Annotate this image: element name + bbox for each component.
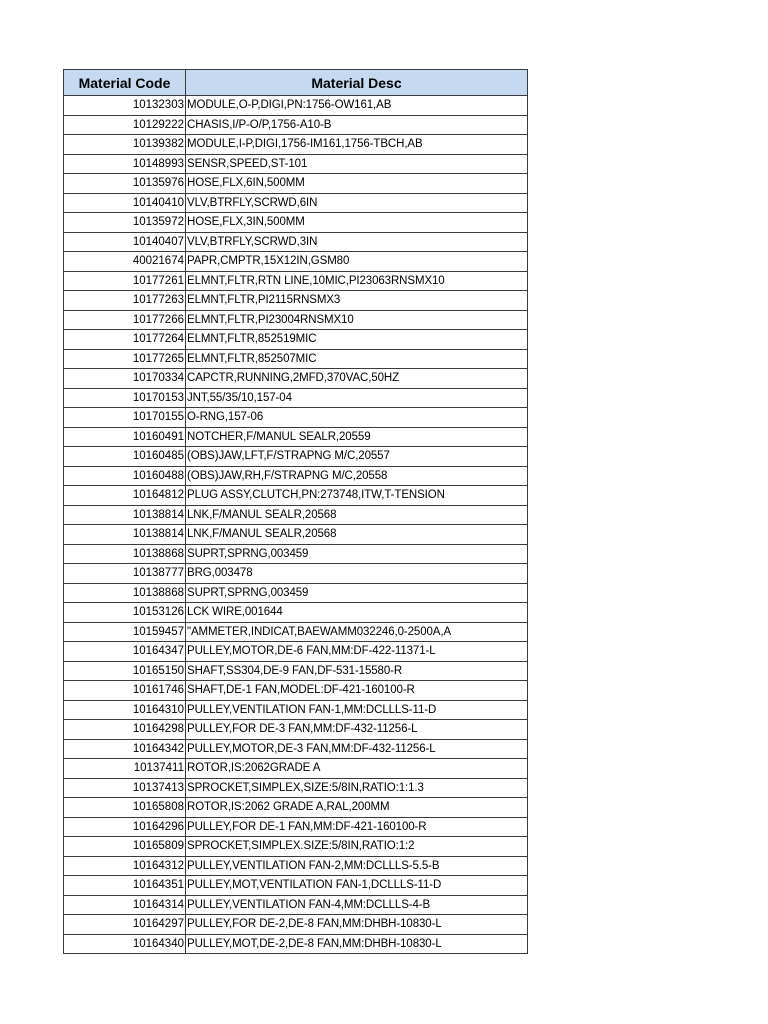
table-row bbox=[64, 271, 528, 291]
material-desc-cell[interactable]: PLUG ASSY,CLUTCH,PN:273748,ITW,T-TENSION bbox=[186, 486, 528, 506]
material-code-cell[interactable]: 10160491 bbox=[64, 427, 186, 447]
material-code-cell[interactable]: 10139382 bbox=[64, 135, 186, 155]
material-code-cell[interactable]: 10140407 bbox=[64, 232, 186, 252]
material-code-cell[interactable]: 10164297 bbox=[64, 915, 186, 935]
material-desc-cell[interactable]: BRG,003478 bbox=[186, 564, 528, 584]
table-row bbox=[64, 232, 528, 252]
material-desc-cell[interactable]: PULLEY,MOT,VENTILATION FAN-1,DCLLLS-11-D bbox=[186, 876, 528, 896]
table-row bbox=[64, 915, 528, 935]
table-row bbox=[64, 564, 528, 584]
material-desc-cell[interactable]: (OBS)JAW,LFT,F/STRAPNG M/C,20557 bbox=[186, 447, 528, 467]
material-desc-cell[interactable]: PULLEY,VENTILATION FAN-4,MM:DCLLLS-4-B bbox=[186, 895, 528, 915]
material-code-cell[interactable]: 10135976 bbox=[64, 174, 186, 194]
material-table bbox=[63, 69, 528, 954]
material-desc-cell[interactable]: CAPCTR,RUNNING,2MFD,370VAC,50HZ bbox=[186, 369, 528, 389]
material-code-cell[interactable]: 10170155 bbox=[64, 408, 186, 428]
material-desc-cell[interactable]: PULLEY,FOR DE-2,DE-8 FAN,MM:DHBH-10830-L bbox=[186, 915, 528, 935]
table-row bbox=[64, 486, 528, 506]
material-desc-cell[interactable]: PULLEY,MOT,DE-2,DE-8 FAN,MM:DHBH-10830-L bbox=[186, 934, 528, 954]
material-desc-cell[interactable]: LNK,F/MANUL SEALR,20568 bbox=[186, 525, 528, 545]
material-desc-cell[interactable]: HOSE,FLX,3IN,500MM bbox=[186, 213, 528, 233]
table-row bbox=[64, 174, 528, 194]
material-desc-cell[interactable]: ELMNT,FLTR,852519MIC bbox=[186, 330, 528, 350]
material-desc-cell[interactable]: ELMNT,FLTR,PI23004RNSMX10 bbox=[186, 310, 528, 330]
material-code-cell[interactable]: 10177264 bbox=[64, 330, 186, 350]
material-desc-cell[interactable]: SUPRT,SPRNG,003459 bbox=[186, 583, 528, 603]
material-code-cell[interactable]: 10140410 bbox=[64, 193, 186, 213]
material-desc-cell[interactable]: ELMNT,FLTR,852507MIC bbox=[186, 349, 528, 369]
material-code-cell[interactable]: 10164296 bbox=[64, 817, 186, 837]
material-desc-cell[interactable]: SUPRT,SPRNG,003459 bbox=[186, 544, 528, 564]
table-row bbox=[64, 447, 528, 467]
table-row bbox=[64, 115, 528, 135]
material-desc-cell[interactable]: SHAFT,DE-1 FAN,MODEL:DF-421-160100-R bbox=[186, 681, 528, 701]
table-row bbox=[64, 135, 528, 155]
material-code-cell[interactable]: 10161746 bbox=[64, 681, 186, 701]
material-code-cell[interactable]: 10137413 bbox=[64, 778, 186, 798]
material-desc-cell[interactable]: O-RNG,157-06 bbox=[186, 408, 528, 428]
material-desc-cell[interactable]: MODULE,I-P,DIGI,1756-IM161,1756-TBCH,AB bbox=[186, 135, 528, 155]
material-code-cell[interactable]: 10164310 bbox=[64, 700, 186, 720]
table-row bbox=[64, 603, 528, 623]
material-desc-cell[interactable]: PULLEY,VENTILATION FAN-2,MM:DCLLLS-5.5-B bbox=[186, 856, 528, 876]
material-code-cell[interactable]: 10138868 bbox=[64, 583, 186, 603]
table-row bbox=[64, 895, 528, 915]
material-code-cell[interactable]: 10153126 bbox=[64, 603, 186, 623]
material-code-cell[interactable]: 10129222 bbox=[64, 115, 186, 135]
table-row bbox=[64, 798, 528, 818]
material-desc-cell[interactable]: ELMNT,FLTR,RTN LINE,10MIC,PI23063RNSMX10 bbox=[186, 271, 528, 291]
table-row bbox=[64, 369, 528, 389]
material-code-cell[interactable]: 10138868 bbox=[64, 544, 186, 564]
material-code-cell[interactable]: 10164298 bbox=[64, 720, 186, 740]
table-row bbox=[64, 837, 528, 857]
material-code-cell[interactable]: 10164312 bbox=[64, 856, 186, 876]
table-row bbox=[64, 154, 528, 174]
table-row bbox=[64, 759, 528, 779]
table-row bbox=[64, 642, 528, 662]
material-code-cell[interactable]: 10165150 bbox=[64, 661, 186, 681]
table-row bbox=[64, 720, 528, 740]
material-desc-cell[interactable]: PULLEY,MOTOR,DE-3 FAN,MM:DF-432-11256-L bbox=[186, 739, 528, 759]
material-code-cell[interactable]: 10170334 bbox=[64, 369, 186, 389]
material-code-cell[interactable]: 10177265 bbox=[64, 349, 186, 369]
table-row bbox=[64, 876, 528, 896]
material-desc-cell[interactable]: "AMMETER,INDICAT,BAEWAMM032246,0-2500A,A bbox=[186, 622, 528, 642]
table-row bbox=[64, 934, 528, 954]
material-code-cell[interactable]: 10164347 bbox=[64, 642, 186, 662]
table-row bbox=[64, 505, 528, 525]
material-code-cell[interactable]: 10138814 bbox=[64, 505, 186, 525]
material-code-cell[interactable]: 10170153 bbox=[64, 388, 186, 408]
header-material-code[interactable]: Material Code bbox=[64, 70, 186, 96]
table-row bbox=[64, 427, 528, 447]
material-desc-cell[interactable]: NOTCHER,F/MANUL SEALR,20559 bbox=[186, 427, 528, 447]
material-desc-cell[interactable]: PULLEY,VENTILATION FAN-1,MM:DCLLLS-11-D bbox=[186, 700, 528, 720]
material-desc-cell[interactable]: ROTOR,IS:2062GRADE A bbox=[186, 759, 528, 779]
material-code-cell[interactable]: 10135972 bbox=[64, 213, 186, 233]
material-desc-cell[interactable]: VLV,BTRFLY,SCRWD,3IN bbox=[186, 232, 528, 252]
material-code-cell[interactable]: 10148993 bbox=[64, 154, 186, 174]
table-row bbox=[64, 291, 528, 311]
material-desc-cell[interactable]: LCK WIRE,001644 bbox=[186, 603, 528, 623]
material-desc-cell[interactable]: HOSE,FLX,6IN,500MM bbox=[186, 174, 528, 194]
table-row bbox=[64, 661, 528, 681]
table-row bbox=[64, 252, 528, 272]
material-code-cell[interactable]: 40021674 bbox=[64, 252, 186, 272]
material-desc-cell[interactable]: JNT,55/35/10,157-04 bbox=[186, 388, 528, 408]
material-code-cell[interactable]: 10164351 bbox=[64, 876, 186, 896]
table-row bbox=[64, 739, 528, 759]
material-code-cell[interactable]: 10177263 bbox=[64, 291, 186, 311]
material-code-cell[interactable]: 10137411 bbox=[64, 759, 186, 779]
material-desc-cell[interactable]: PULLEY,MOTOR,DE-6 FAN,MM:DF-422-11371-L bbox=[186, 642, 528, 662]
table-row bbox=[64, 681, 528, 701]
material-code-cell[interactable]: 10138777 bbox=[64, 564, 186, 584]
table-row bbox=[64, 330, 528, 350]
material-code-cell[interactable]: 10160488 bbox=[64, 466, 186, 486]
material-code-cell[interactable]: 10164314 bbox=[64, 895, 186, 915]
table-row bbox=[64, 544, 528, 564]
header-material-desc[interactable]: Material Desc bbox=[186, 70, 528, 96]
table-row bbox=[64, 700, 528, 720]
table-row bbox=[64, 213, 528, 233]
material-code-cell[interactable]: 10159457 bbox=[64, 622, 186, 642]
material-desc-cell[interactable]: MODULE,O-P,DIGI,PN:1756-OW161,AB bbox=[186, 96, 528, 116]
header-row bbox=[64, 70, 528, 96]
table-row bbox=[64, 856, 528, 876]
material-desc-cell[interactable]: VLV,BTRFLY,SCRWD,6IN bbox=[186, 193, 528, 213]
material-code-cell[interactable]: 10165809 bbox=[64, 837, 186, 857]
material-desc-cell[interactable]: SPROCKET,SIMPLEX,SIZE:5/8IN,RATIO:1:1.3 bbox=[186, 778, 528, 798]
material-desc-cell[interactable]: PULLEY,FOR DE-3 FAN,MM:DF-432-11256-L bbox=[186, 720, 528, 740]
material-code-cell[interactable]: 10132303 bbox=[64, 96, 186, 116]
table-row bbox=[64, 96, 528, 116]
table-row bbox=[64, 408, 528, 428]
table-row bbox=[64, 622, 528, 642]
material-code-cell[interactable]: 10160485 bbox=[64, 447, 186, 467]
material-desc-cell[interactable]: CHASIS,I/P-O/P,1756-A10-B bbox=[186, 115, 528, 135]
table-row bbox=[64, 193, 528, 213]
spreadsheet-area bbox=[63, 69, 528, 954]
table-row bbox=[64, 349, 528, 369]
table-row bbox=[64, 817, 528, 837]
material-rows bbox=[64, 96, 528, 954]
material-desc-cell[interactable]: LNK,F/MANUL SEALR,20568 bbox=[186, 505, 528, 525]
table-row bbox=[64, 466, 528, 486]
material-desc-cell[interactable]: SENSR,SPEED,ST-101 bbox=[186, 154, 528, 174]
material-desc-cell[interactable]: (OBS)JAW,RH,F/STRAPNG M/C,20558 bbox=[186, 466, 528, 486]
material-code-cell[interactable]: 10177266 bbox=[64, 310, 186, 330]
material-code-cell[interactable]: 10164812 bbox=[64, 486, 186, 506]
table-row bbox=[64, 778, 528, 798]
table-row bbox=[64, 583, 528, 603]
material-desc-cell[interactable]: ROTOR,IS:2062 GRADE A,RAL,200MM bbox=[186, 798, 528, 818]
material-desc-cell[interactable]: SPROCKET,SIMPLEX.SIZE:5/8IN,RATIO:1:2 bbox=[186, 837, 528, 857]
material-desc-cell[interactable]: ELMNT,FLTR,PI2115RNSMX3 bbox=[186, 291, 528, 311]
material-desc-cell[interactable]: PAPR,CMPTR,15X12IN,GSM80 bbox=[186, 252, 528, 272]
material-code-cell[interactable]: 10177261 bbox=[64, 271, 186, 291]
table-row bbox=[64, 525, 528, 545]
material-code-cell[interactable]: 10138814 bbox=[64, 525, 186, 545]
material-code-cell[interactable]: 10165808 bbox=[64, 798, 186, 818]
material-desc-cell[interactable]: PULLEY,FOR DE-1 FAN,MM:DF-421-160100-R bbox=[186, 817, 528, 837]
table-row bbox=[64, 388, 528, 408]
table-row bbox=[64, 310, 528, 330]
material-code-cell[interactable]: 10164342 bbox=[64, 739, 186, 759]
material-code-cell[interactable]: 10164340 bbox=[64, 934, 186, 954]
material-desc-cell[interactable]: SHAFT,SS304,DE-9 FAN,DF-531-15580-R bbox=[186, 661, 528, 681]
